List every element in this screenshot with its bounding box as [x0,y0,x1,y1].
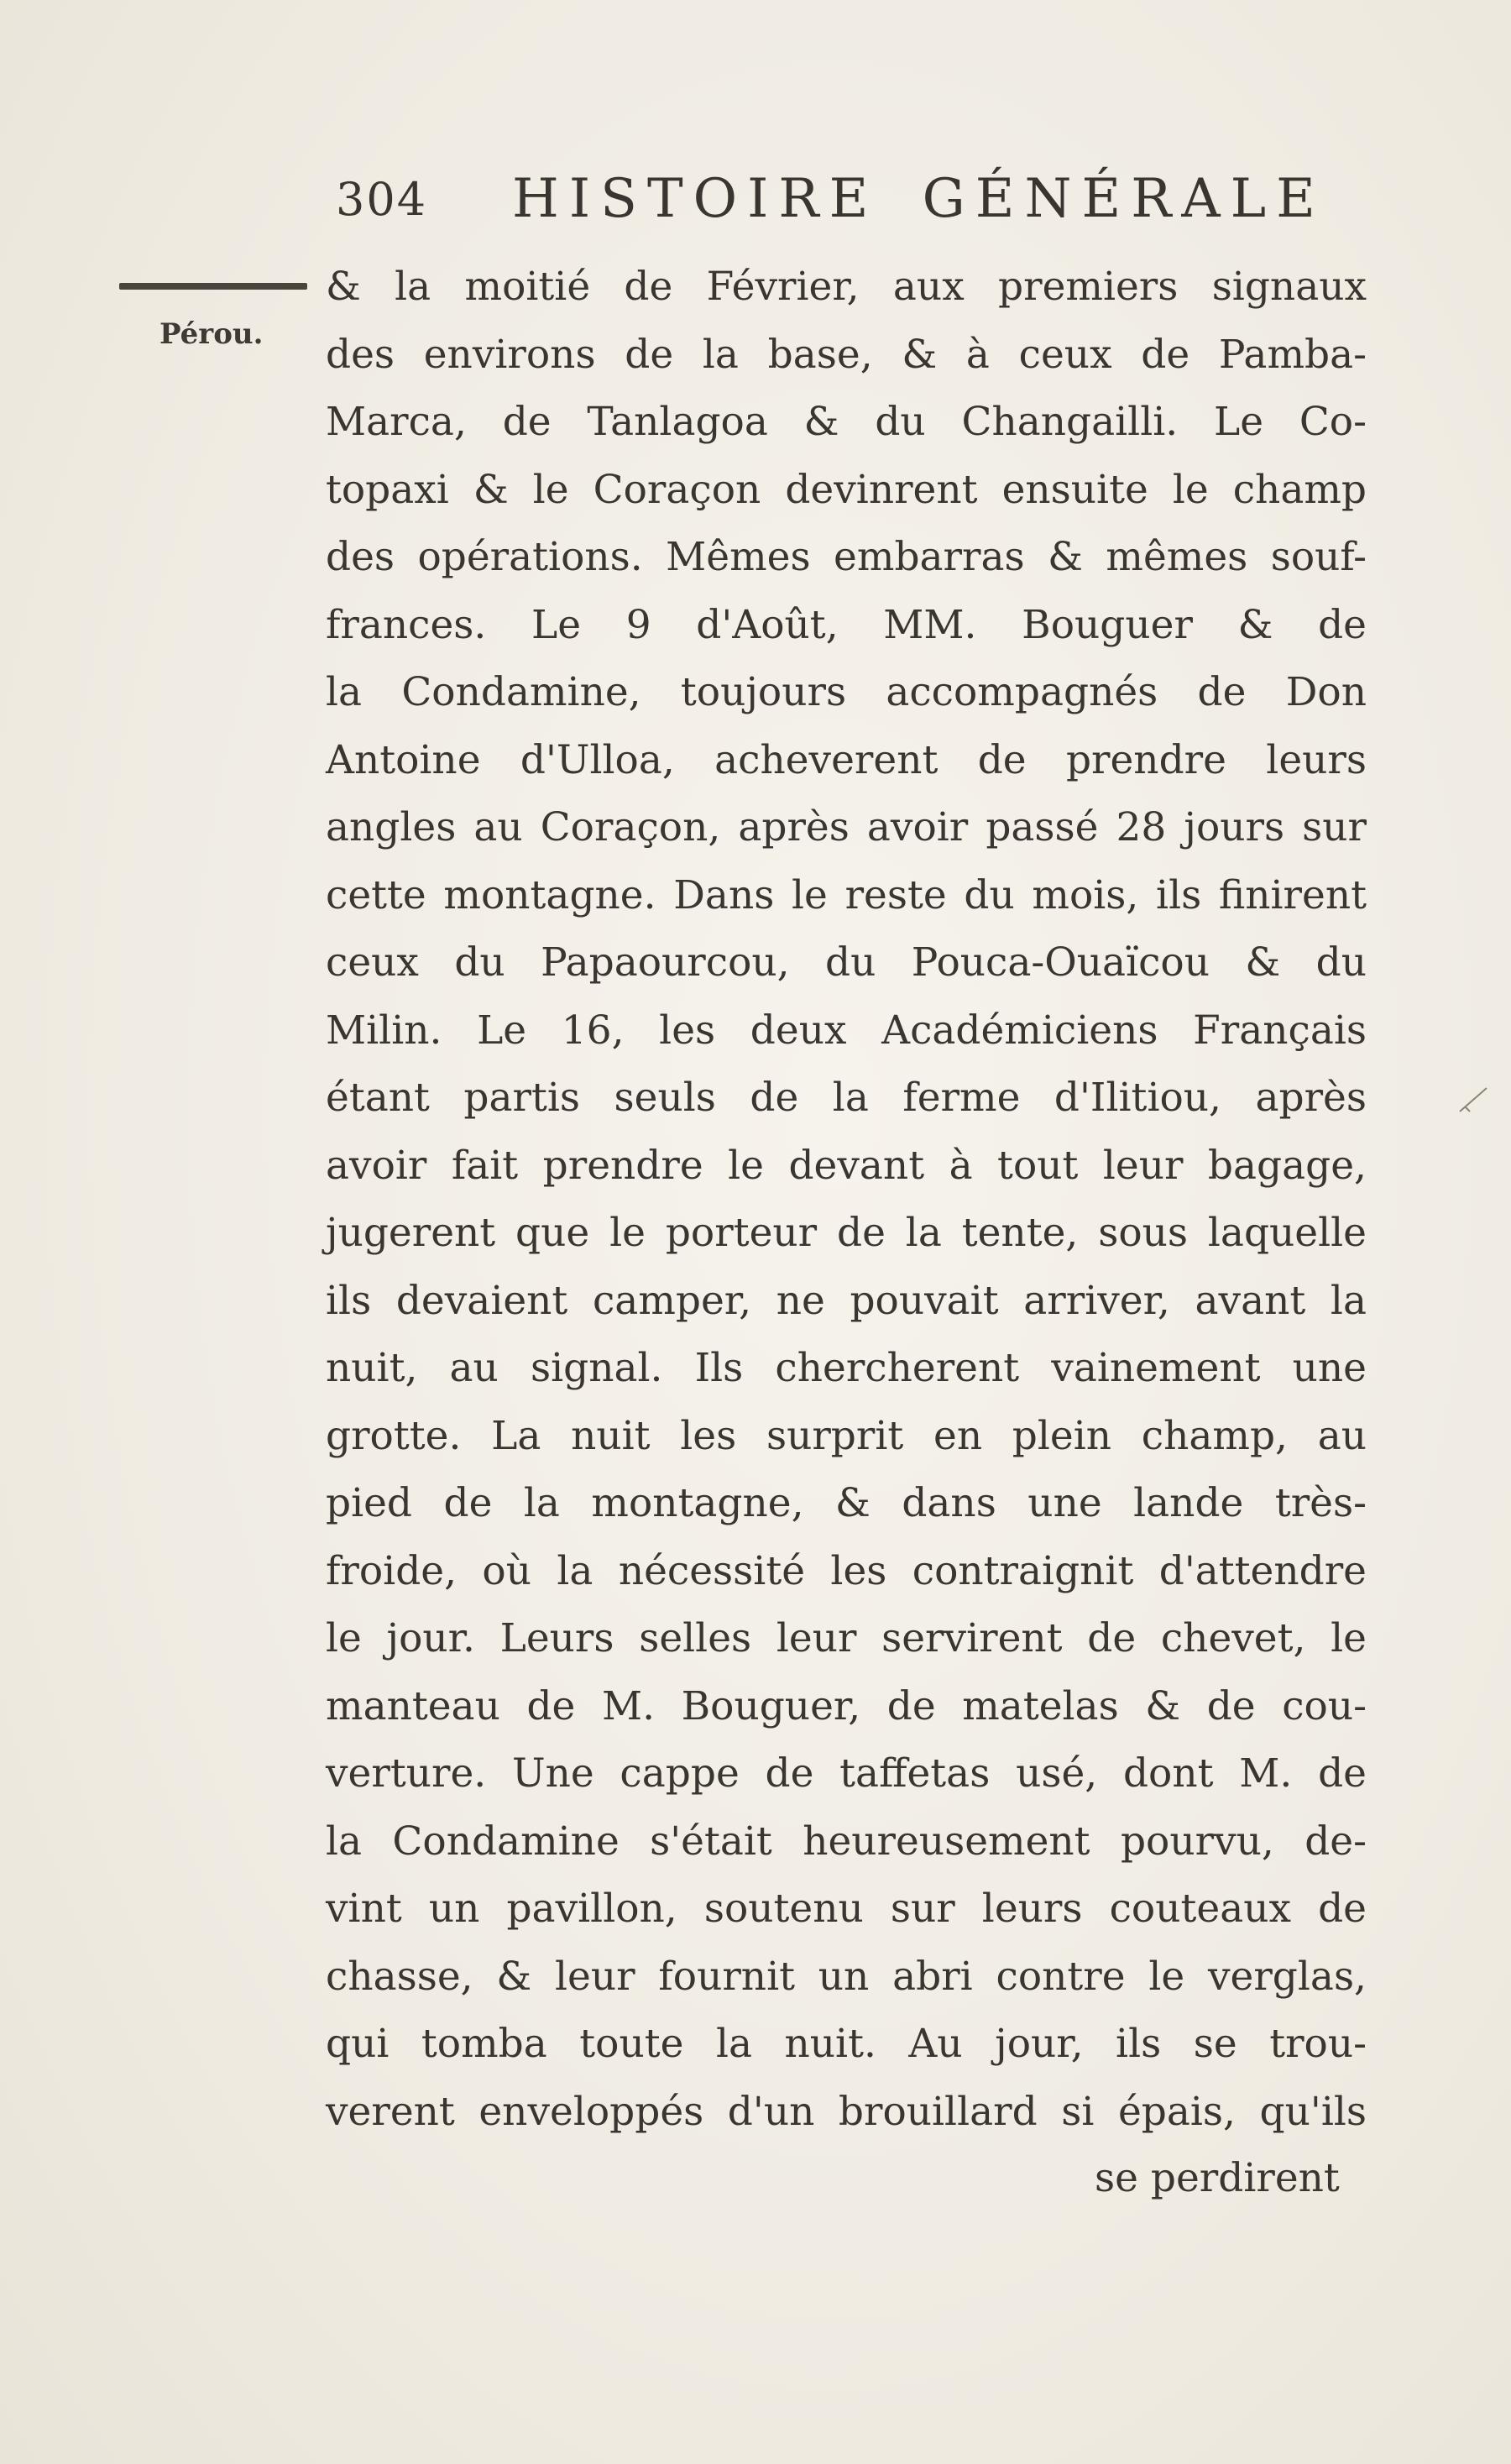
margin-note: Pérou. [159,317,264,351]
text-line: vint un pavillon, soutenu sur leurs couteaux de [326,1886,1367,1932]
text-line: la Condamine s'était heureusement pourvu, de- [326,1818,1367,1865]
text-line: étant partis seuls de la ferme d'Ilitiou, après [326,1075,1367,1121]
page-number: 304 [336,173,428,226]
text-line: angles au Coraçon, après avoir passé 28 jours sur [326,804,1367,850]
text-line: chasse, & leur fournit un abri contre le verglas, [326,1953,1367,2000]
text-line: la Condamine, toujours accompagnés de Don [326,669,1367,715]
text-line: nuit, au signal. Ils chercherent vainement une [326,1345,1367,1391]
margin-rule [119,283,307,290]
text-line: des opérations. Mêmes embarras & mêmes souf- [326,534,1367,580]
text-line: le jour. Leurs selles leur servirent de chevet, le [326,1615,1367,1661]
text-line: & la moitié de Février, aux premiers signaux [326,264,1367,310]
catchword: se perdirent [1095,2155,1340,2201]
text-line: manteau de M. Bouguer, de matelas & de cou- [326,1682,1367,1729]
text-line: verture. Une cappe de taffetas usé, dont M. de [326,1750,1367,1797]
text-line: qui tomba toute la nuit. Au jour, ils se trou- [326,2021,1367,2067]
text-line: topaxi & le Coraçon devinrent ensuite le champ [326,466,1367,513]
text-line: frances. Le 9 d'Août, MM. Bouguer & de [326,601,1367,648]
text-line: jugerent que le porteur de la tente, sous laquelle [326,1210,1367,1256]
text-line: grotte. La nuit les surprit en plein champ, au [326,1412,1367,1459]
text-line: ils devaient camper, ne pouvait arriver, avant la [326,1277,1367,1324]
text-line: Antoine d'Ulloa, acheverent de prendre leurs [326,736,1367,783]
running-head: HISTOIRE GÉNÉRALE [512,168,1325,230]
text-line: avoir fait prendre le devant à tout leur bagage, [326,1142,1367,1189]
text-line: ceux du Papaourcou, du Pouca-Ouaïcou & du [326,939,1367,986]
page-header [336,168,1377,235]
text-line: Marca, de Tanlagoa & du Changailli. Le Co- [326,399,1367,445]
text-line: Milin. Le 16, les deux Académiciens Français [326,1007,1367,1054]
text-line: verent enveloppés d'un brouillard si épais, qu'ils [326,2088,1367,2135]
pencil-mark-icon [1456,1083,1490,1117]
text-line: des environs de la base, & à ceux de Pamba- [326,331,1367,378]
text-line: cette montagne. Dans le reste du mois, ils finirent [326,871,1367,918]
text-line: froide, où la nécessité les contraignit d'attendre [326,1547,1367,1594]
body-text [326,254,1367,2146]
text-line: pied de la montagne, & dans une lande très- [326,1480,1367,1526]
